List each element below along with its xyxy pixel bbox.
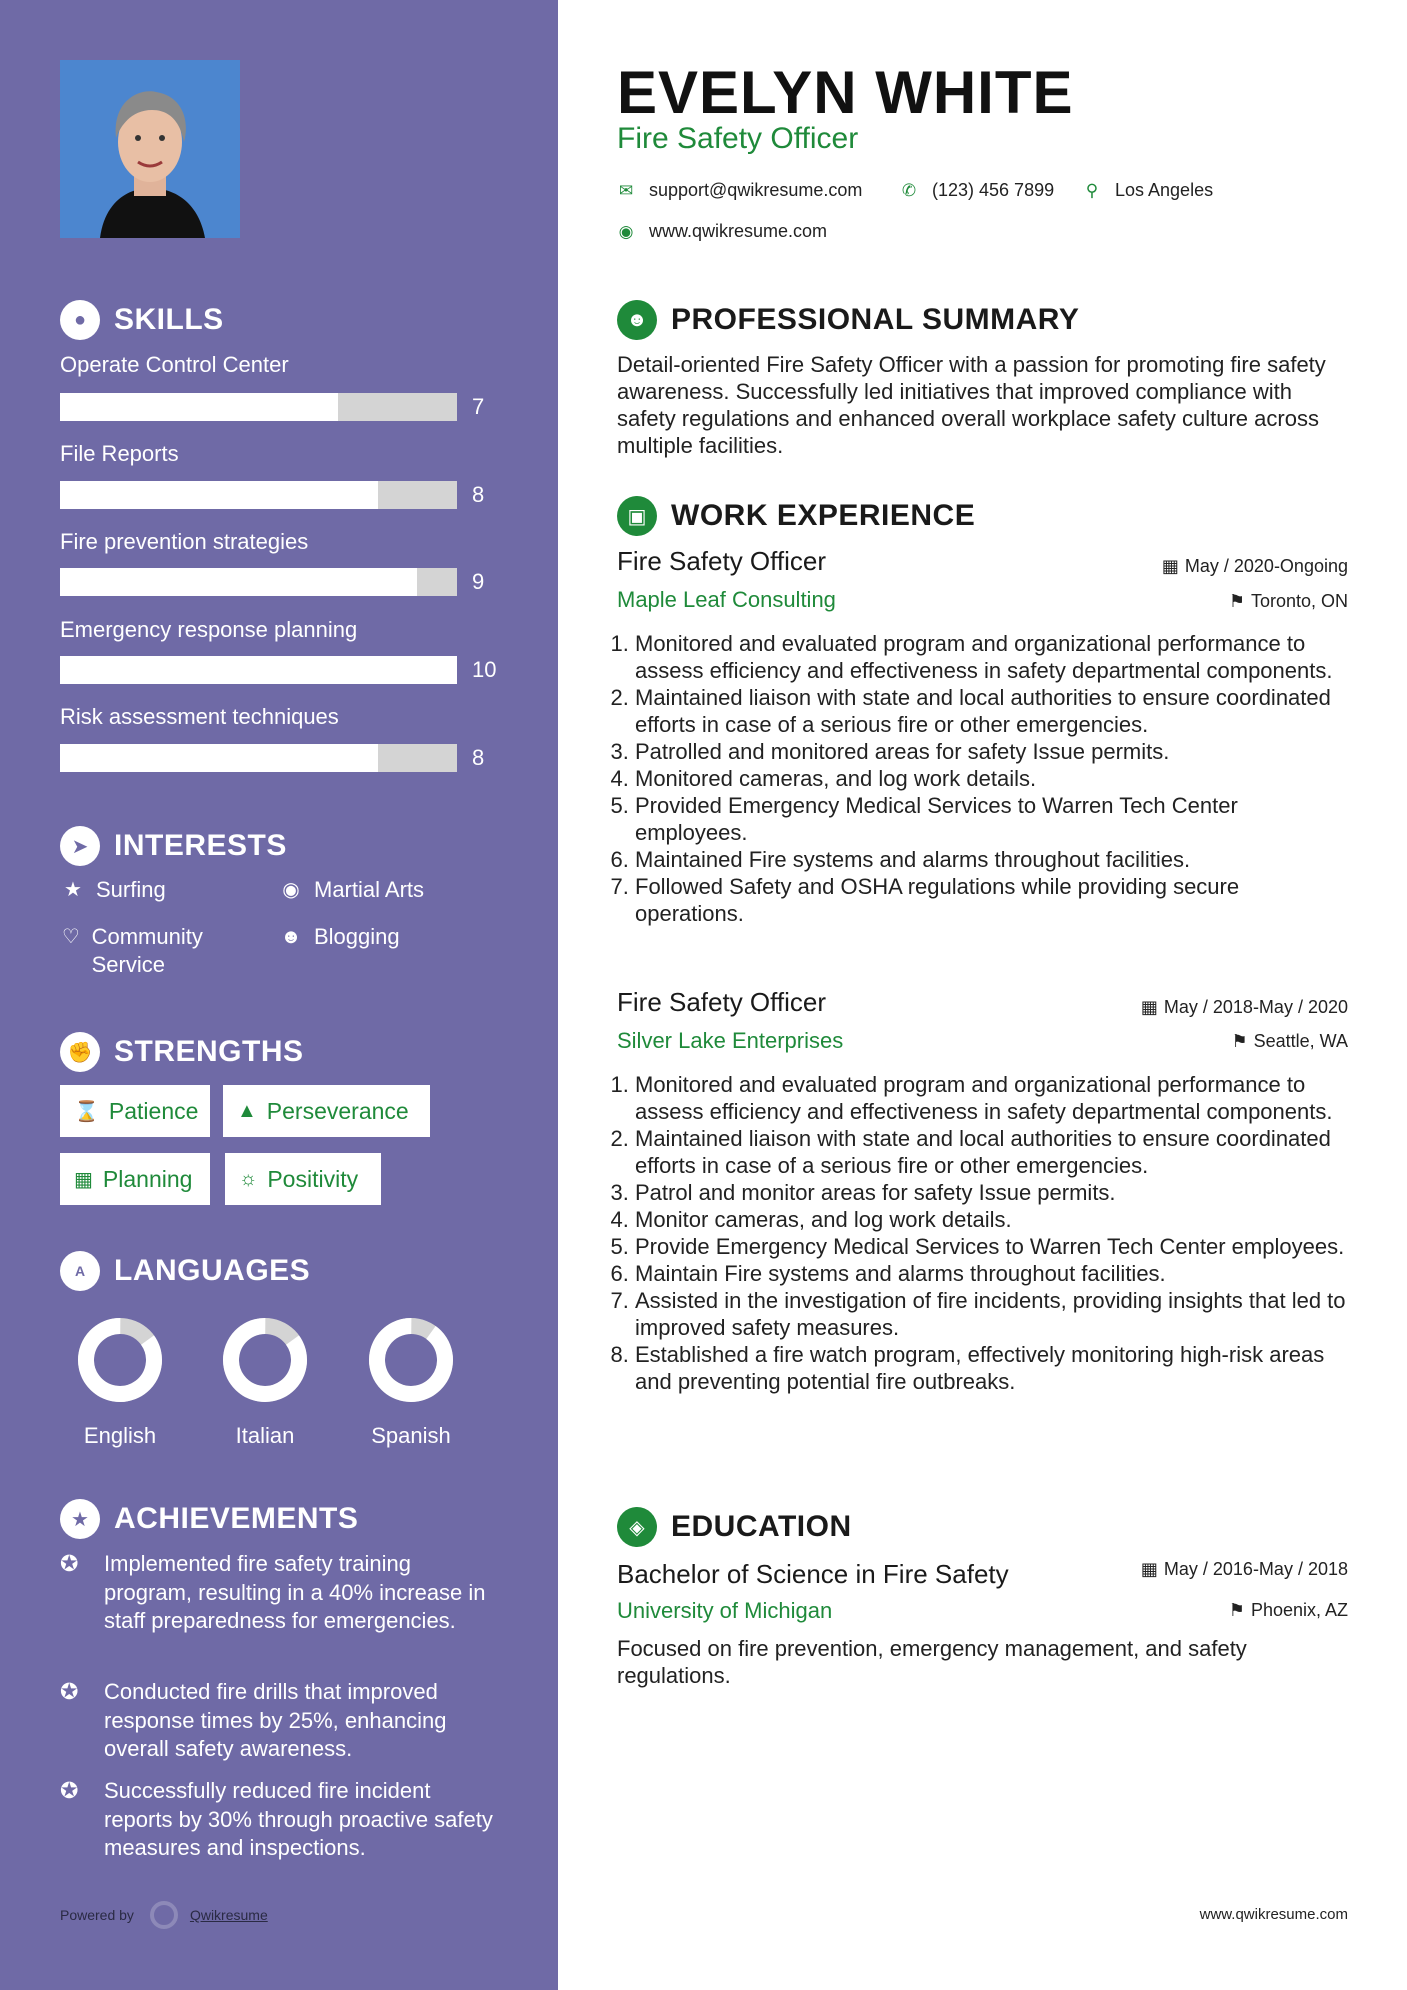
email-link[interactable]: support@qwikresume.com bbox=[649, 180, 863, 200]
pin-icon: ⚑ bbox=[1231, 1031, 1248, 1051]
shooting-star-icon: ✪ bbox=[60, 1551, 79, 1576]
skill-value: 8 bbox=[472, 482, 485, 507]
education-location: ⚑ Phoenix, AZ bbox=[1228, 1600, 1348, 1620]
skill-label: Fire prevention strategies bbox=[60, 529, 309, 554]
education-heading: ◈ EDUCATION bbox=[617, 1505, 852, 1549]
list-item: 3. Patrolled and monitored areas for safety Issue permits. bbox=[635, 738, 1350, 765]
skill-bar bbox=[60, 656, 457, 684]
shooting-star-icon: ✪ bbox=[60, 1778, 79, 1803]
calendar-icon: ▦ bbox=[1140, 1559, 1158, 1579]
list-item: 5. Provided Emergency Medical Services to Warren Tech Center employees. bbox=[635, 792, 1350, 846]
language-icon: A bbox=[60, 1251, 100, 1291]
achievement-item: ✪ Successfully reduced fire incident reports by 30% through proactive safety measures and inspections. bbox=[60, 1778, 493, 1860]
candidate-role: Fire Safety Officer bbox=[617, 122, 859, 155]
job-title: Fire Safety Officer bbox=[617, 987, 827, 1017]
powered-by: Powered by Qwikresume bbox=[60, 1901, 268, 1929]
language-item bbox=[195, 1315, 335, 1449]
strength-badge: ⌛ Patience bbox=[60, 1085, 210, 1137]
interest-item: ★ Surfing bbox=[60, 876, 166, 904]
school-name: University of Michigan bbox=[617, 1598, 833, 1623]
users-icon: ☻ bbox=[280, 926, 302, 948]
degree-title: Bachelor of Science in Fire Safety bbox=[617, 1559, 1009, 1589]
calendar-icon: ▦ bbox=[74, 1168, 93, 1191]
briefcase-icon: ▣ bbox=[617, 496, 657, 536]
footer-url[interactable]: www.qwikresume.com bbox=[1199, 1906, 1348, 1923]
language-donut bbox=[75, 1315, 165, 1405]
summary-heading: ☻ PROFESSIONAL SUMMARY bbox=[617, 298, 1079, 342]
list-item: 5. Provide Emergency Medical Services to Warren Tech Center employees. bbox=[635, 1233, 1350, 1260]
list-item: 1. Monitored and evaluated program and organizational performance to assess efficiency and effectiveness in safety departmental components. bbox=[635, 1071, 1350, 1125]
contact-email bbox=[617, 180, 862, 201]
calendar-icon: ▦ bbox=[1161, 556, 1179, 576]
skill-bar bbox=[60, 744, 457, 772]
contact-location: ⚲ Los Angeles bbox=[1083, 180, 1213, 201]
skill-value: 8 bbox=[472, 745, 485, 770]
road-icon: ▲ bbox=[237, 1099, 257, 1122]
user-icon: ☻ bbox=[617, 300, 657, 340]
shooting-star-icon: ✪ bbox=[60, 1679, 79, 1704]
achievements-heading: ★ ACHIEVEMENTS bbox=[60, 1497, 358, 1541]
profile-photo bbox=[60, 60, 240, 238]
skill-label: Emergency response planning bbox=[60, 617, 358, 642]
skill-bar bbox=[60, 568, 457, 596]
skill-label: Risk assessment techniques bbox=[60, 704, 339, 729]
job-title: Fire Safety Officer bbox=[617, 546, 827, 576]
job-company: Silver Lake Enterprises bbox=[617, 1028, 844, 1053]
list-item: 1. Monitored and evaluated program and organizational performance to assess efficiency and effectiveness in safety departmental components. bbox=[635, 630, 1350, 684]
globe-icon: ◉ bbox=[618, 221, 634, 241]
interest-item: ◉ Martial Arts bbox=[278, 876, 424, 904]
envelope-icon: ✉ bbox=[618, 180, 634, 200]
list-item: 7. Assisted in the investigation of fire incidents, providing insights that led to improved safety measures. bbox=[635, 1287, 1350, 1341]
job-duties bbox=[635, 1071, 1350, 1395]
qwikresume-logo-icon bbox=[150, 1901, 178, 1929]
star-badge-icon: ★ bbox=[60, 1499, 100, 1539]
list-item: 6. Maintained Fire systems and alarms throughout facilities. bbox=[635, 846, 1350, 873]
skills-heading: ● SKILLS bbox=[60, 298, 224, 342]
education-dates: ▦ May / 2016-May / 2018 bbox=[1140, 1559, 1348, 1579]
job-location: ⚑ Toronto, ON bbox=[1228, 591, 1348, 611]
hourglass-icon: ⌛ bbox=[74, 1100, 99, 1123]
language-item bbox=[341, 1315, 481, 1449]
list-item: 4. Monitored cameras, and log work details. bbox=[635, 765, 1350, 792]
pin-icon: ⚑ bbox=[1228, 591, 1245, 611]
graduation-icon: ◈ bbox=[617, 1507, 657, 1547]
skill-label: File Reports bbox=[60, 441, 179, 466]
list-item: 3. Patrol and monitor areas for safety Issue permits. bbox=[635, 1179, 1350, 1206]
experience-heading: ▣ WORK EXPERIENCE bbox=[617, 494, 975, 538]
skill-value: 10 bbox=[472, 657, 497, 682]
skill-bar bbox=[60, 481, 457, 509]
heart-icon: ♡ bbox=[61, 926, 80, 948]
skill-value: 9 bbox=[472, 569, 485, 594]
sun-icon: ☼ bbox=[239, 1167, 258, 1190]
list-item: 7. Followed Safety and OSHA regulations while providing secure operations. bbox=[635, 873, 1350, 927]
job-dates: ▦ May / 2020-Ongoing bbox=[1161, 556, 1348, 576]
skill-bar bbox=[60, 393, 457, 421]
strength-badge: ☼ Positivity bbox=[225, 1153, 381, 1205]
job-duties bbox=[635, 630, 1350, 927]
website-link[interactable]: www.qwikresume.com bbox=[649, 221, 828, 241]
strength-badge: ▲ Perseverance bbox=[223, 1085, 430, 1137]
interests-heading: ➤ INTERESTS bbox=[60, 824, 287, 868]
list-item: 4. Monitor cameras, and log work details. bbox=[635, 1206, 1350, 1233]
achievement-item: ✪ Implemented fire safety training program, resulting in a 40% increase in staff preparedness for emergencies. bbox=[60, 1551, 486, 1633]
language-item bbox=[50, 1315, 190, 1449]
job-company: Maple Leaf Consulting bbox=[617, 587, 836, 612]
calendar-icon: ▦ bbox=[1140, 997, 1158, 1017]
job-dates: ▦ May / 2018-May / 2020 bbox=[1140, 997, 1348, 1017]
contact-website bbox=[617, 221, 827, 242]
list-item: 2. Maintained liaison with state and local authorities to ensure coordinated efforts in case of a serious fire or other emergencies. bbox=[635, 1125, 1350, 1179]
language-name: Italian bbox=[235, 1423, 295, 1448]
pin-icon: ⚑ bbox=[1228, 1600, 1245, 1620]
sidebar bbox=[0, 0, 558, 1990]
education-text: Focused on fire prevention, emergency management, and safety regulations. bbox=[617, 1636, 1247, 1688]
language-donut bbox=[366, 1315, 456, 1405]
phone-icon: ✆ bbox=[901, 180, 917, 200]
summary-text: Detail-oriented Fire Safety Officer with a passion for promoting fire safety awareness. Successfully led initiatives that improved compliance with safety regulations and enhanced overall workplace safety culture across multiple facilities. bbox=[617, 352, 1326, 458]
interest-item: ♡ Community Service bbox=[61, 924, 203, 977]
job-location: ⚑ Seattle, WA bbox=[1231, 1031, 1348, 1051]
lightbulb-icon: ● bbox=[60, 300, 100, 340]
skill-value: 7 bbox=[472, 394, 485, 419]
languages-heading: A LANGUAGES bbox=[60, 1249, 310, 1293]
interest-item: ☻ Blogging bbox=[278, 923, 400, 951]
list-item: 8. Established a fire watch program, effectively monitoring high-risk areas and preventing potential fire outbreaks. bbox=[635, 1341, 1350, 1395]
achievement-item: ✪ Conducted fire drills that improved response times by 25%, enhancing overall safety awareness. bbox=[60, 1679, 447, 1761]
paper-plane-icon: ➤ bbox=[60, 826, 100, 866]
language-name: Spanish bbox=[371, 1423, 451, 1448]
list-item: 2. Maintained liaison with state and local authorities to ensure coordinated efforts in case of a serious fire or other emergencies. bbox=[635, 684, 1350, 738]
star-icon: ★ bbox=[64, 879, 82, 901]
skill-label: Operate Control Center bbox=[60, 352, 289, 377]
strength-badge: ▦ Planning bbox=[60, 1153, 210, 1205]
language-donut bbox=[220, 1315, 310, 1405]
fist-icon: ✊ bbox=[60, 1032, 100, 1072]
globe-icon: ◉ bbox=[282, 879, 300, 901]
contact-phone: ✆ (123) 456 7899 bbox=[901, 180, 1055, 200]
strengths-heading: ✊ STRENGTHS bbox=[60, 1030, 304, 1074]
candidate-name: EVELYN WHITE bbox=[617, 59, 1074, 126]
language-name: English bbox=[83, 1423, 157, 1448]
map-pin-icon: ⚲ bbox=[1085, 180, 1099, 200]
list-item: 6. Maintain Fire systems and alarms throughout facilities. bbox=[635, 1260, 1350, 1287]
brand-link[interactable]: Qwikresume bbox=[189, 1907, 268, 1923]
